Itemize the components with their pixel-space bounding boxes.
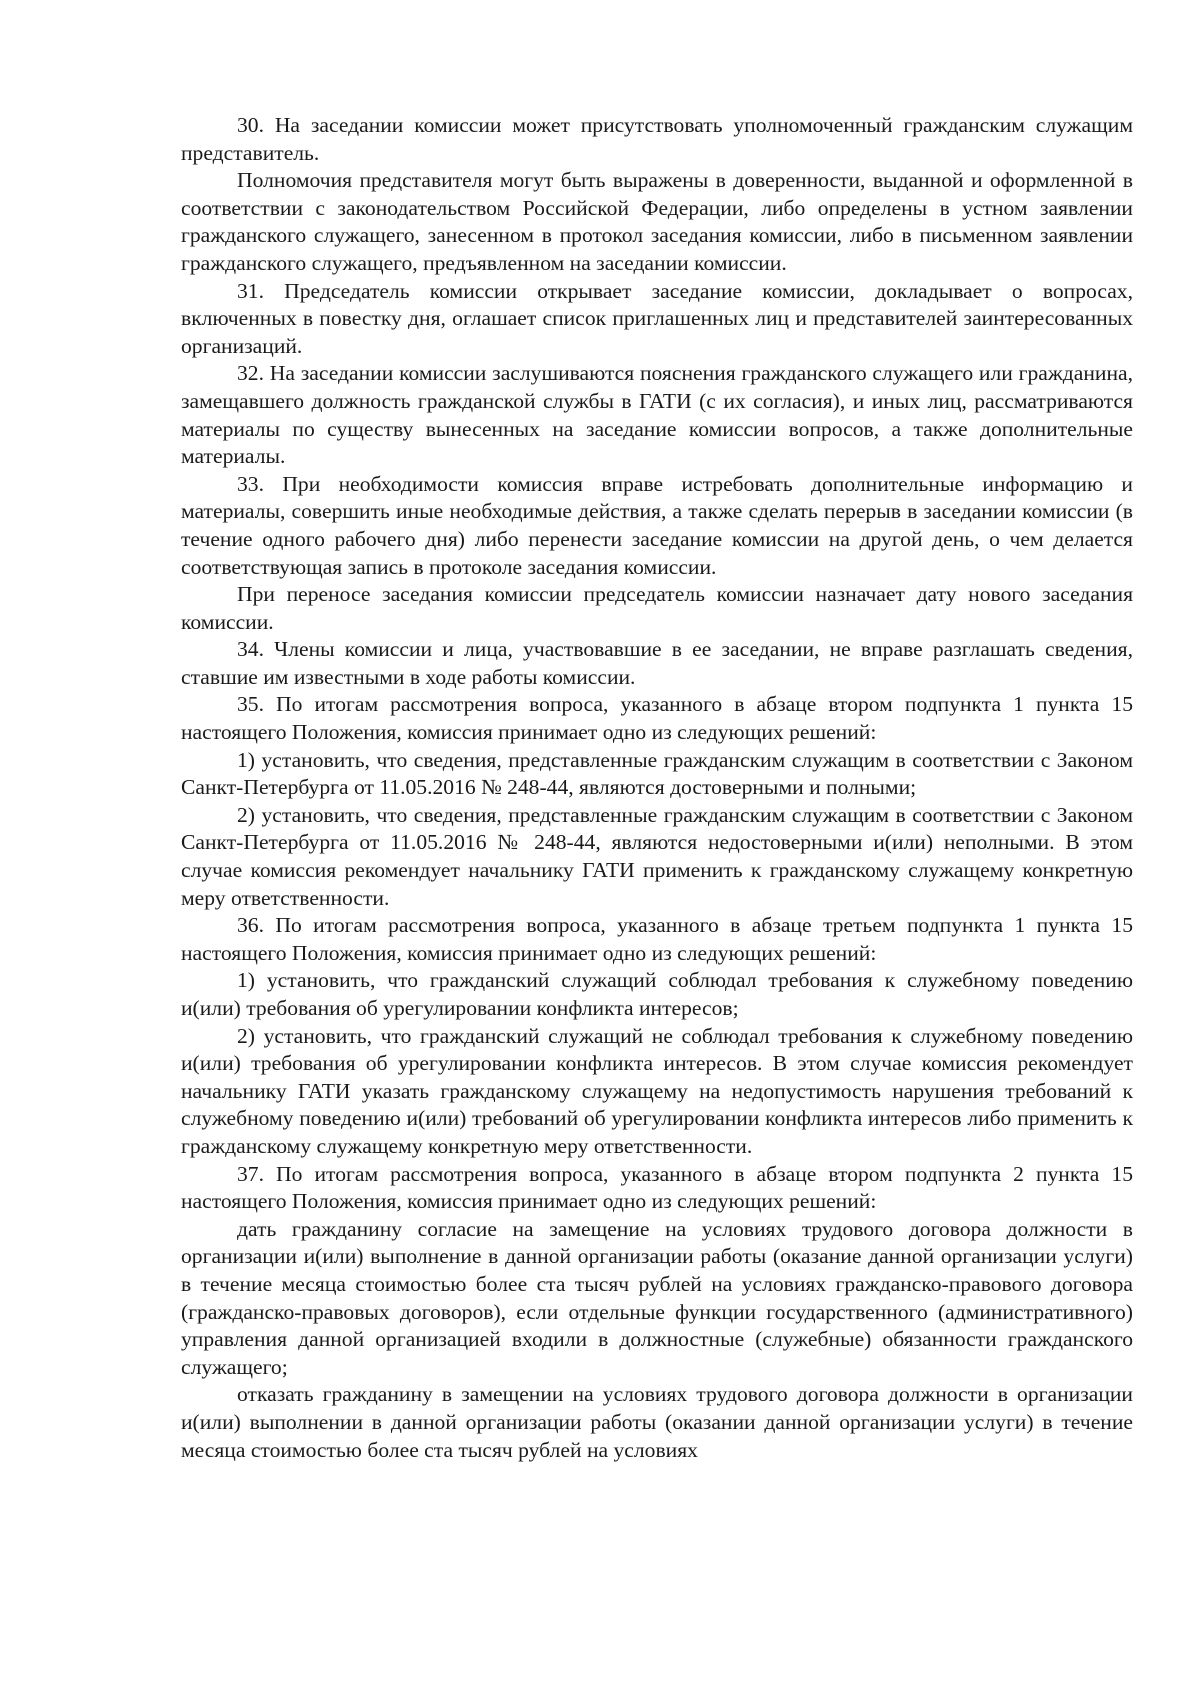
paragraph-34: 34. Члены комиссии и лица, участвовавшие в ее заседании, не вправе разглашать сведения, ставшие им известными в ходе работы комиссии. xyxy=(181,637,1133,689)
paragraph-30-representative-powers: Полномочия представителя могут быть выражены в доверенности, выданной и оформленной в соответствии с законодательством Российской Федерации, либо определены в устном заявлении гражданского служащего, занесенном в протокол заседания комиссии, либо в письменном заявлении гражданского служащего, предъявленном на заседании комиссии. xyxy=(181,168,1133,275)
paragraph-36-item-1: 1) установить, что гражданский служащий соблюдал требования к служебному поведению и(или) требования об урегулировании конфликта интересов; xyxy=(181,968,1133,1020)
paragraph-36-item-2: 2) установить, что гражданский служащий не соблюдал требования к служебному поведению и(или) требования об урегулировании конфликта интересов. В этом случае комиссия рекомендует начальнику ГАТИ указать гражданскому служащему на недопустимость нарушения требований к служебному поведению и(или) требований об урегулировании конфликта интересов либо применить к гражданскому служащему конкретную меру ответственности. xyxy=(181,1023,1133,1158)
paragraph-32: 32. На заседании комиссии заслушиваются пояснения гражданского служащего или гражданина, замещавшего должность гражданской службы в ГАТИ (с их согласия), и иных лиц, рассматриваются материалы по существу вынесенных на заседание комиссии вопросов, а также дополнительные материалы. xyxy=(181,361,1133,469)
paragraph-35: 35. По итогам рассмотрения вопроса, указанного в абзаце втором подпункта 1 пункта 15 настоящего Положения, комиссия принимает одно из следующих решений: xyxy=(181,692,1133,745)
paragraph-33-postponement: При переносе заседания комиссии председатель комиссии назначает дату нового заседания комиссии. xyxy=(181,582,1133,634)
paragraph-37-refusal: отказать гражданину в замещении на условиях трудового договора должности в организации и(или) выполнении в данной организации работы (оказании данной организации услуги) в течение месяца стоимостью более ста тысяч рублей на условиях xyxy=(181,1382,1133,1462)
paragraph-35-item-1: 1) установить, что сведения, представленные гражданским служащим в соответствии с Законом Санкт-Петербурга от 11.05.2016 № 248-44, являются достоверными и полными; xyxy=(181,747,1133,800)
paragraph-36: 36. По итогам рассмотрения вопроса, указанного в абзаце третьем подпункта 1 пункта 15 настоящего Положения, комиссия принимает одно из следующих решений: xyxy=(181,913,1133,965)
paragraph-33: 33. При необходимости комиссия вправе истребовать дополнительные информацию и материалы, совершить иные необходимые действия, а также сделать перерыв в заседании комиссии (в течение одного рабочего дня) либо перенести заседание комиссии на другой день, о чем делается соответствующая запись в протоколе заседания комиссии. xyxy=(181,471,1133,579)
paragraph-30: 30. На заседании комиссии может присутствовать уполномоченный гражданским служащим представитель. xyxy=(181,113,1133,165)
paragraph-35-item-2: 2) установить, что сведения, представленные гражданским служащим в соответствии с Законом Санкт-Петербурга от 11.05.2016 № 248-44, являются недостоверными и(или) неполными. В этом случае комиссия рекомендует начальнику ГАТИ применить к гражданскому служащему конкретную меру ответственности. xyxy=(181,802,1133,910)
paragraph-37-consent: дать гражданину согласие на замещение на условиях трудового договора должности в организации и(или) выполнение в данной организации работы (оказание данной организации услуги) в течение месяца стоимостью более ста тысяч рублей на условиях гражданско-правового договора (гражданско-правовых договоров), если отдельные функции государственного (административного) управления данной организацией входили в должностные (служебные) обязанности гражданского служащего; xyxy=(181,1216,1133,1379)
paragraph-37: 37. По итогам рассмотрения вопроса, указанного в абзаце втором подпункта 2 пункта 15 настоящего Положения, комиссия принимает одно из следующих решений: xyxy=(181,1161,1133,1214)
document-page xyxy=(181,112,1133,1464)
paragraph-31: 31. Председатель комиссии открывает заседание комиссии, докладывает о вопросах, включенных в повестку дня, оглашает список приглашенных лиц и представителей заинтересованных организаций. xyxy=(181,278,1133,358)
